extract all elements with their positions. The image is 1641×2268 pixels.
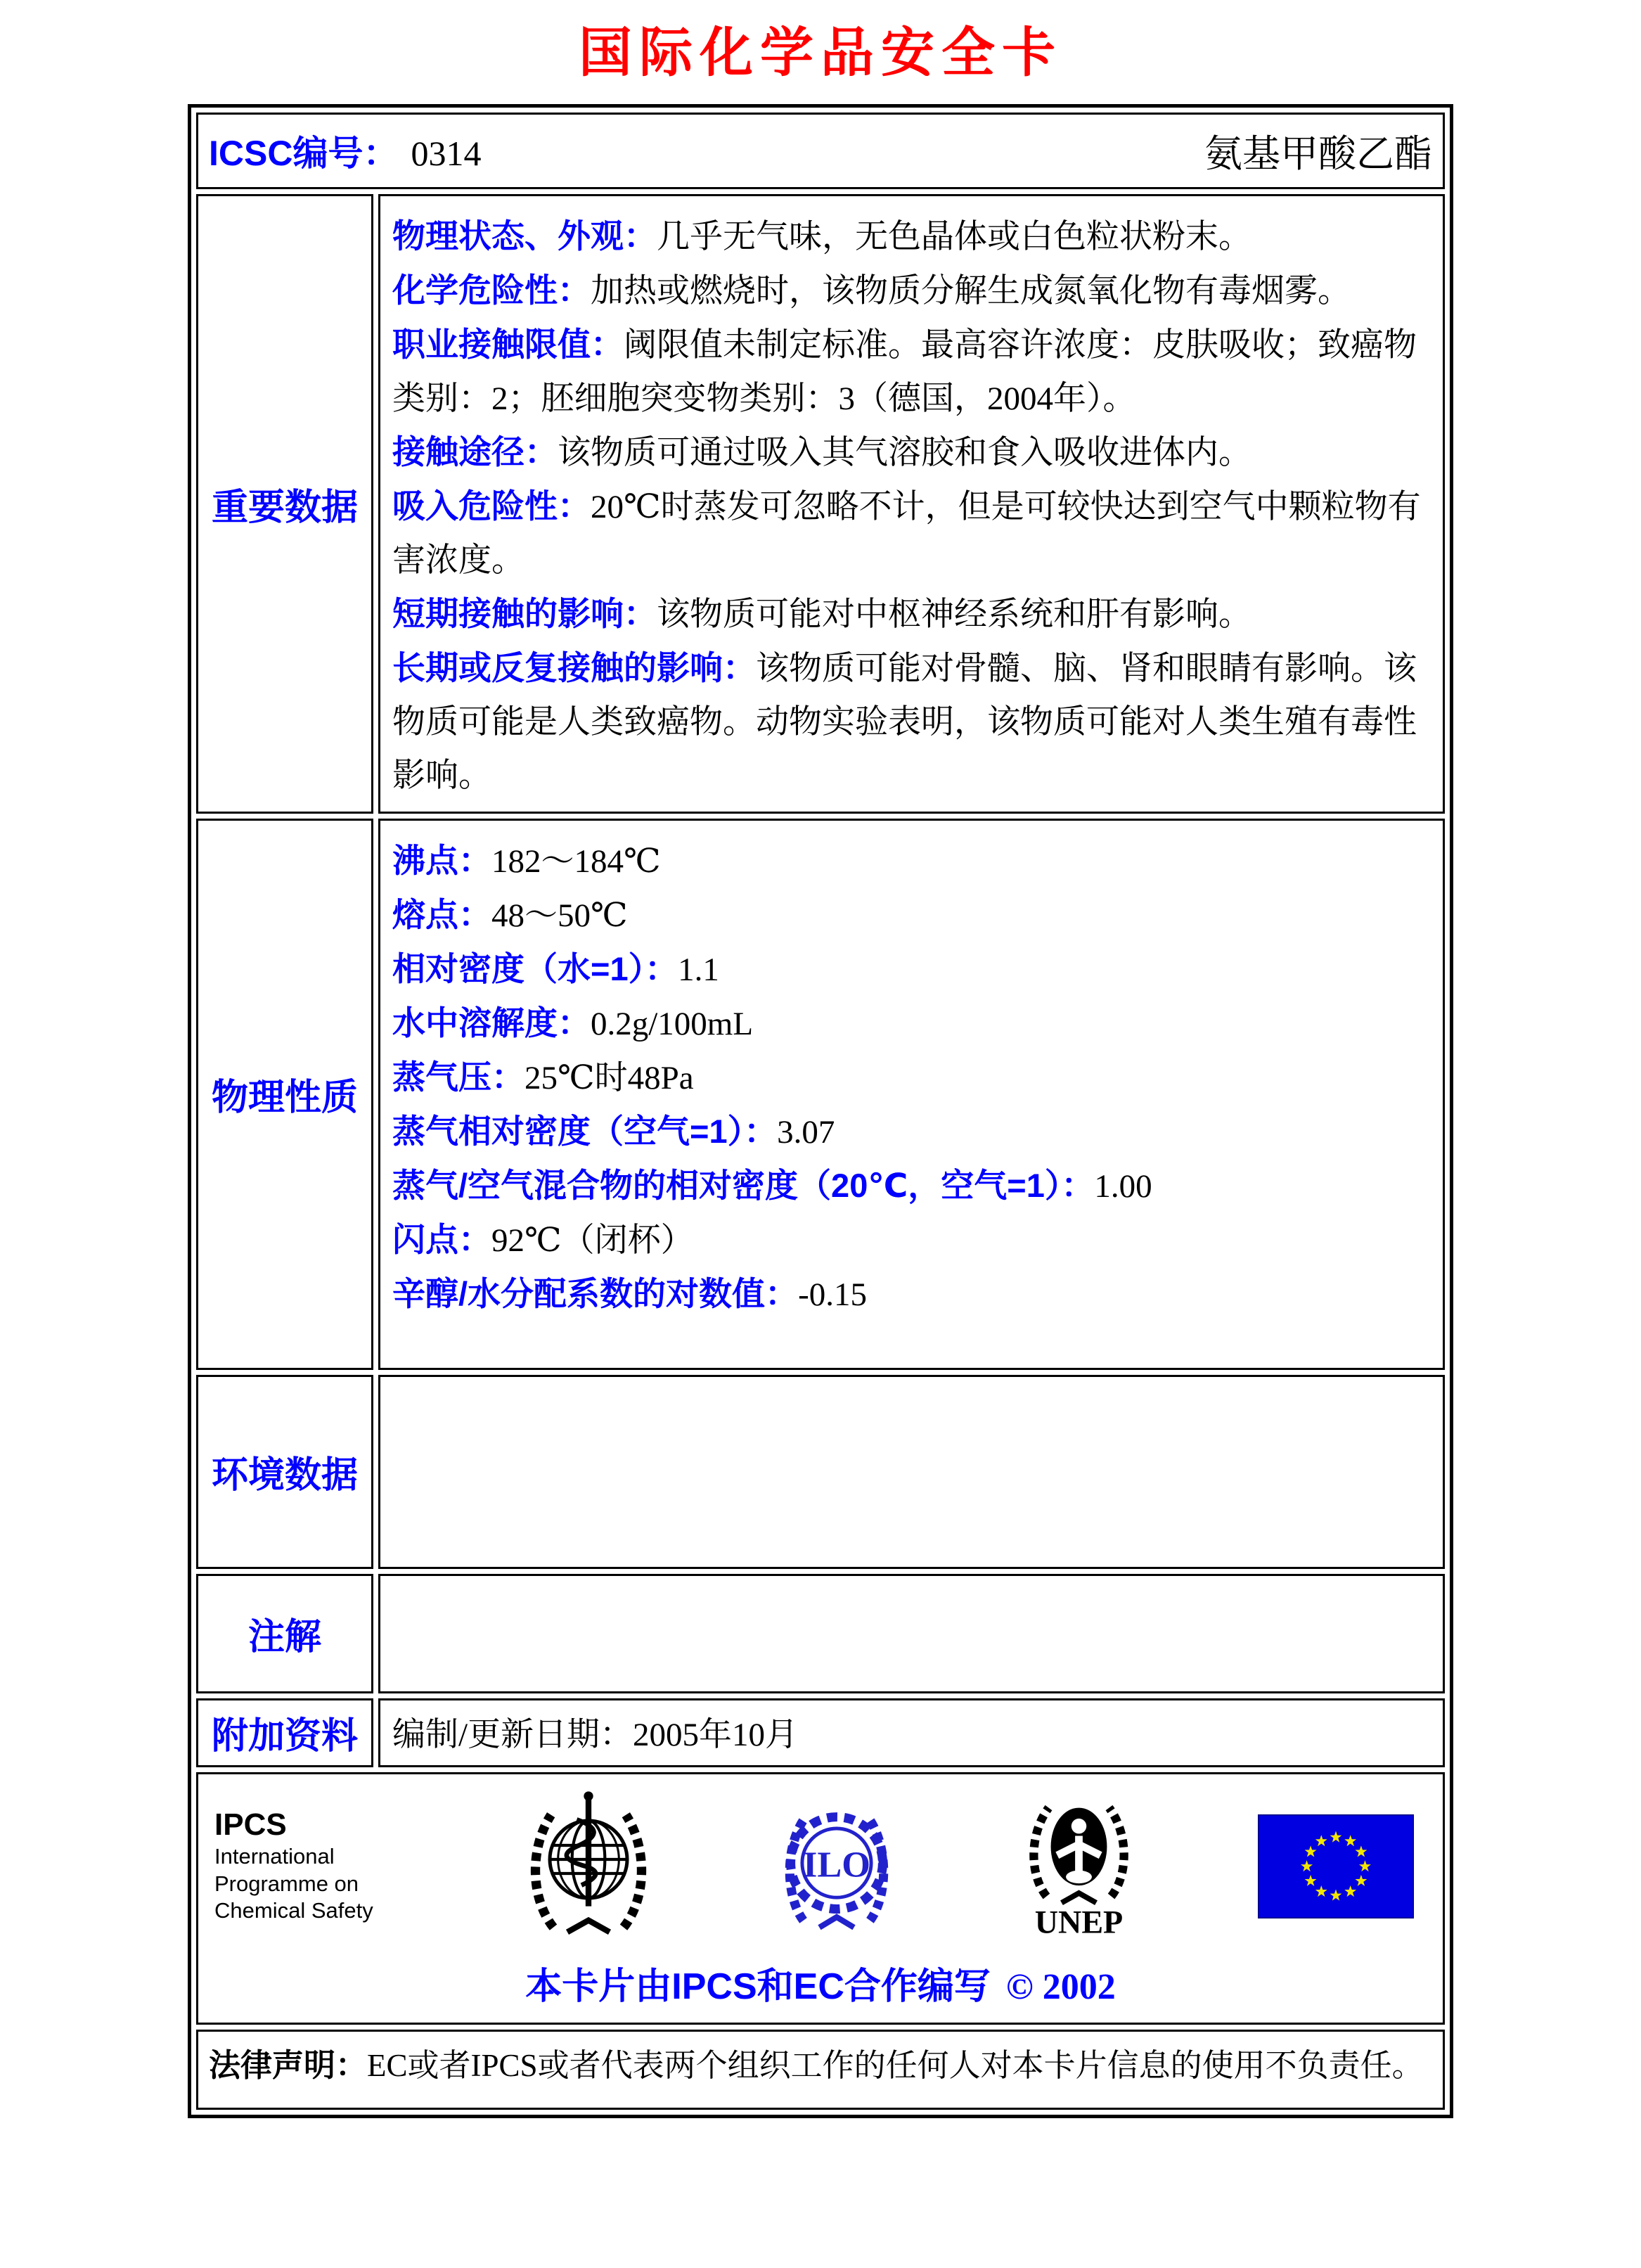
item-label: 蒸气压： — [392, 1058, 525, 1096]
section-row-additional — [196, 1698, 1445, 1767]
legal-cell — [196, 2030, 1445, 2110]
additional-text: 编制/更新日期：2005年10月 — [392, 1716, 799, 1753]
item-label: 长期或反复接触的影响： — [392, 648, 756, 686]
physical-item — [392, 997, 1428, 1051]
ipcs-line: International — [214, 1843, 335, 1869]
ilo-logo-icon — [773, 1796, 900, 1937]
item-text: -0.15 — [798, 1276, 867, 1313]
environment-content — [381, 1378, 1442, 1566]
section-row-notes — [196, 1574, 1445, 1693]
section-row-environment — [196, 1375, 1445, 1569]
icsc-card-table — [188, 104, 1453, 2118]
icsc-number-label: ICSC编号： — [209, 134, 399, 174]
item-text: 0.2g/100mL — [591, 1005, 754, 1042]
section-label-environment: 环境数据 — [196, 1375, 373, 1569]
legal-text: EC或者IPCS或者代表两个组织工作的任何人对本卡片信息的使用不负责任。 — [367, 2047, 1424, 2083]
item-text: 该物质可能对中枢神经系统和肝有影响。 — [657, 596, 1251, 633]
unep-logo-icon — [1014, 1790, 1144, 1942]
item-text: 1.1 — [678, 951, 719, 988]
header-row — [196, 113, 1445, 189]
copyright-line — [206, 1956, 1435, 2009]
section-row-important — [196, 194, 1445, 814]
item-label: 职业接触限值： — [392, 325, 624, 363]
ipcs-block — [214, 1807, 404, 1925]
item-label: 辛醇/水分配系数的对数值： — [392, 1274, 799, 1312]
important-item — [392, 264, 1428, 318]
item-text: 48～50℃ — [491, 897, 628, 934]
physical-item — [392, 888, 1428, 942]
section-label-physical: 物理性质 — [196, 819, 373, 1370]
item-text: 阈限值未制定标准。最高容许浓度：皮肤吸收；致癌物类别：2；胚细胞突变物类别：3（德国，2004年）。 — [392, 326, 1417, 417]
physical-item — [392, 1159, 1428, 1213]
item-label: 相对密度（水=1）： — [392, 949, 678, 987]
logos-cell — [196, 1772, 1445, 2025]
copyright-text: 本卡片由IPCS和EC合作编写 — [525, 1966, 991, 2007]
ipcs-line: Programme on — [214, 1871, 359, 1896]
icsc-number-group — [209, 125, 481, 176]
legal-row — [196, 2030, 1445, 2110]
ipcs-line: Chemical Safety — [214, 1898, 373, 1923]
physical-item — [392, 1267, 1428, 1321]
item-text: 该物质可能对骨髓、脑、肾和眼睛有影响。该物质可能是人类致癌物。动物实验表明，该物质可能对人类生殖有毒性影响。 — [392, 650, 1417, 794]
item-label: 熔点： — [392, 895, 491, 933]
section-content-important — [378, 194, 1445, 814]
item-label: 接触途径： — [392, 433, 558, 470]
item-text: 20℃时蒸发可忽略不计，但是可较快达到空气中颗粒物有害浓度。 — [392, 488, 1421, 579]
item-label: 短期接触的影响： — [392, 594, 657, 632]
section-content-environment — [378, 1375, 1445, 1569]
logos-row — [196, 1772, 1445, 2025]
item-text: 该物质可通过吸入其气溶胶和食入吸收进体内。 — [558, 434, 1251, 471]
important-item — [392, 480, 1428, 587]
section-label-notes: 注解 — [196, 1574, 373, 1693]
important-item — [392, 425, 1428, 480]
ilo-logo-text: ILO — [802, 1844, 870, 1885]
item-label: 蒸气/空气混合物的相对密度（20℃，空气=1）： — [392, 1166, 1095, 1204]
important-item — [392, 318, 1428, 425]
item-text: 182～184℃ — [491, 843, 661, 880]
section-row-physical — [196, 819, 1445, 1370]
item-text: 几乎无气味，无色晶体或白色粒状粉末。 — [657, 218, 1251, 255]
important-item — [392, 641, 1428, 802]
legal-label: 法律声明： — [209, 2046, 368, 2083]
item-text: 25℃时48Pa — [525, 1059, 694, 1096]
item-label: 化学危险性： — [392, 271, 591, 309]
section-content-additional — [378, 1698, 1445, 1767]
important-item — [392, 210, 1428, 264]
item-text: 92℃（闭杯） — [491, 1222, 694, 1259]
eu-flag-icon — [1258, 1814, 1414, 1918]
item-label: 物理状态、外观： — [392, 217, 657, 255]
item-label: 蒸气相对密度（空气=1）： — [392, 1112, 778, 1150]
copyright-year: © 2002 — [1005, 1966, 1116, 2007]
section-label-additional: 附加资料 — [196, 1698, 373, 1767]
item-label: 吸入危险性： — [392, 487, 591, 525]
icsc-card-page — [0, 24, 1641, 2268]
page-title: 国际化学品安全卡 — [579, 23, 1062, 83]
icsc-number-value: 0314 — [411, 134, 482, 174]
ipcs-title: IPCS — [214, 1807, 287, 1843]
item-label: 闪点： — [392, 1220, 491, 1258]
who-emblem-icon — [518, 1789, 659, 1944]
item-label: 水中溶解度： — [392, 1004, 591, 1042]
physical-item — [392, 1105, 1428, 1159]
item-text: 1.00 — [1094, 1167, 1152, 1205]
physical-item — [392, 834, 1428, 888]
important-item — [392, 587, 1428, 641]
unep-logo-text: UNEP — [1034, 1904, 1123, 1940]
chemical-name: 氨基甲酸乙酯 — [1204, 132, 1432, 175]
physical-item — [392, 1051, 1428, 1105]
physical-item — [392, 942, 1428, 997]
section-content-physical — [378, 819, 1445, 1370]
notes-content — [381, 1577, 1442, 1691]
section-label-important: 重要数据 — [196, 194, 373, 814]
item-label: 沸点： — [392, 841, 491, 879]
physical-item — [392, 1213, 1428, 1267]
item-text: 3.07 — [777, 1113, 835, 1151]
item-text: 加热或燃烧时，该物质分解生成氮氧化物有毒烟雾。 — [591, 272, 1351, 309]
section-content-notes — [378, 1574, 1445, 1693]
header-cell — [196, 113, 1445, 189]
